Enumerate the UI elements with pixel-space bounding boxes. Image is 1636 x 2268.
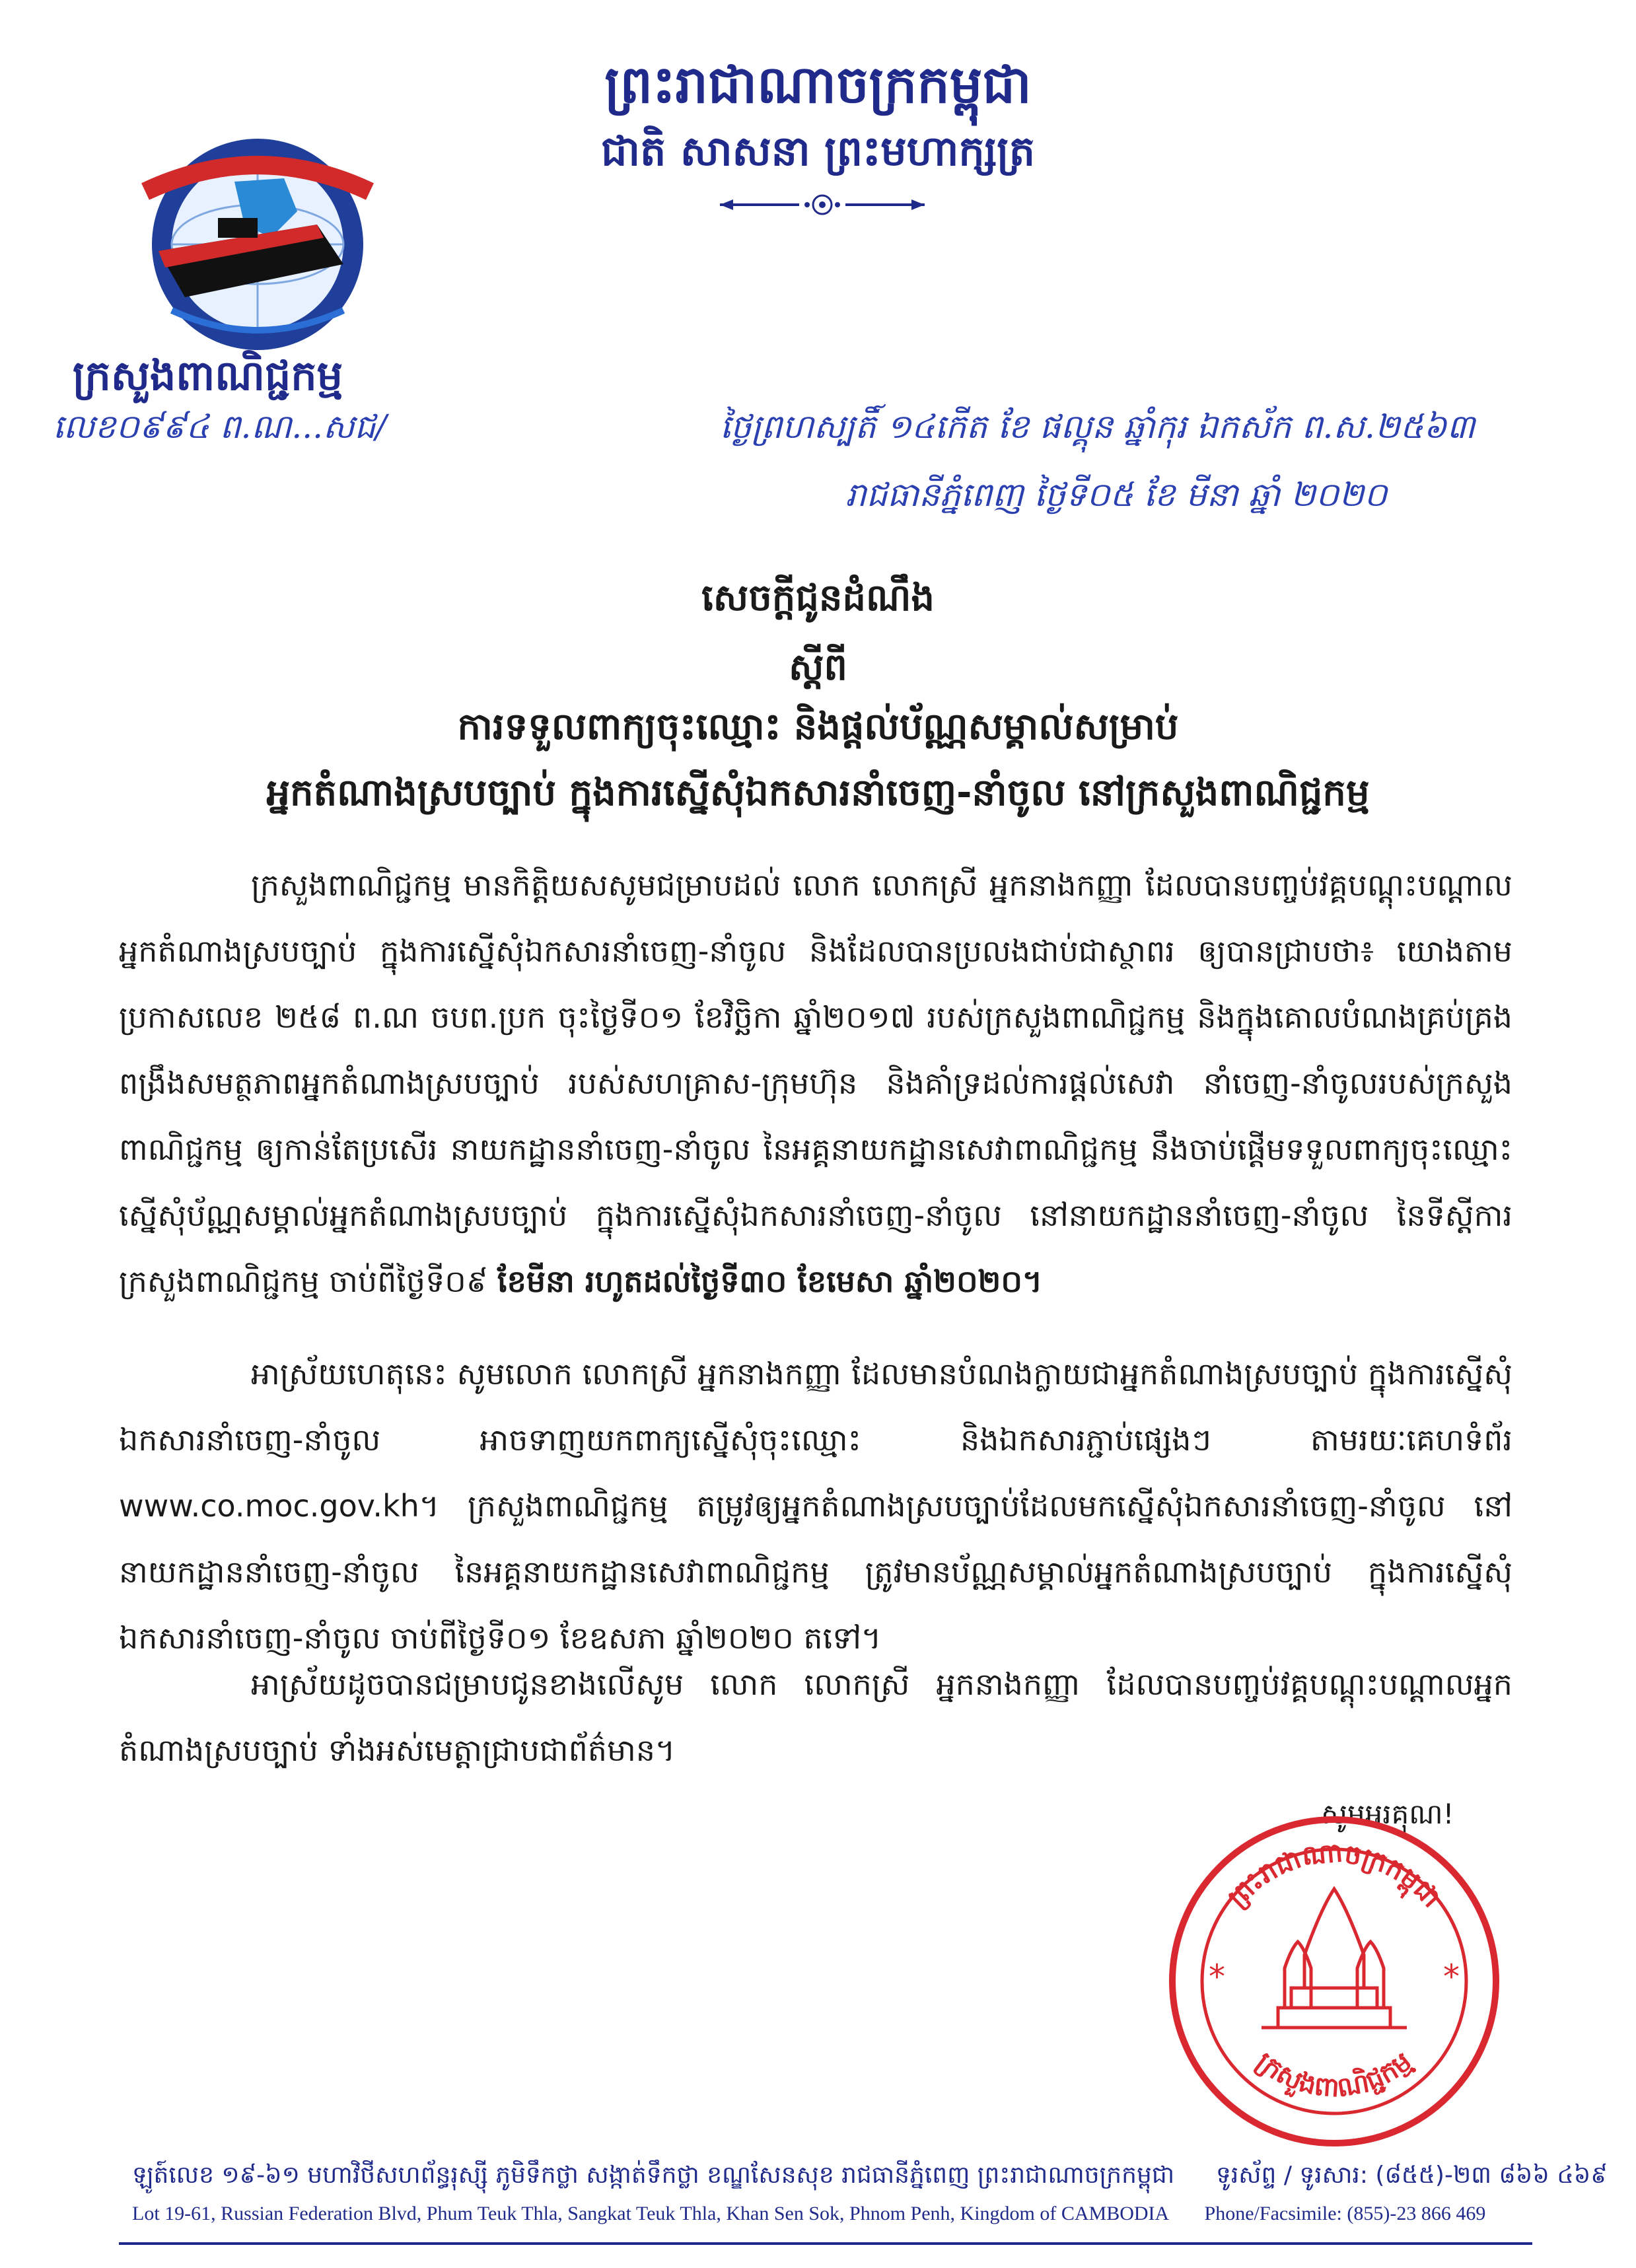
footer-phone-km: ទូរស័ព្ទ / ទូរសារ: (៨៥៥)-២៣ ៨៦៦ ៤៦៩ <box>1216 2162 1608 2189</box>
notice-title: សេចក្តីជូនដំណឹង <box>701 577 935 620</box>
notice-heading-line1: ការទទួលពាក្យចុះឈ្មោះ និងផ្តល់ប័ណ្ណសម្គាល់សម្រាប់ <box>457 705 1179 748</box>
footer-phone-en: Phone/Facsimile: (855)-23 866 469 <box>1204 2203 1486 2224</box>
ministry-logo <box>119 132 396 357</box>
notice-heading-line2: អ្នកតំណាងស្របច្បាប់ ក្នុងការស្នើសុំឯកសារនាំចេញ-នាំចូល នៅក្រសួងពាណិជ្ជកម្ម <box>266 771 1370 814</box>
official-seal <box>1162 1810 1506 2153</box>
body-paragraph-3 <box>119 1651 1512 1783</box>
footer-rule <box>119 2242 1532 2245</box>
kingdom-title: ព្រះរាជាណាចក្រកម្ពុជា <box>604 55 1032 115</box>
ornament-divider <box>713 192 931 218</box>
paragraph-3-text: អាស្រ័យដូចបានជម្រាបជូនខាងលើសូម លោក លោកស្រី អ្នកនាងកញ្ញា ដែលបានបញ្ចប់វគ្គបណ្តុះបណ្តាលអ្នកតំណាងស្របច្បាប់ ទាំងអស់មេត្តាជ្រាបជាព័ត៌មាន។ <box>119 1666 1512 1768</box>
paragraph-2-text: អាស្រ័យហេតុនេះ សូមលោក លោកស្រី អ្នកនាងកញ្ញា ដែលមានបំណងក្លាយជាអ្នកតំណាងស្របច្បាប់ ក្នុងការស្នើសុំឯកសារនាំចេញ-នាំចូល អាចទាញយកពាក្យស្នើសុំចុះឈ្មោះ និងឯកសារភ្ជាប់ផ្សេងៗ តាមរយៈគេហទំព័រ www.co.moc.gov.kh។ ក្រសួងពាណិជ្ជកម្ម តម្រូវឲ្យអ្នកតំណាងស្របច្បាប់ដែលមកស្នើសុំឯកសារនាំចេញ-នាំចូល នៅនាយកដ្ឋាននាំចេញ-នាំចូល នៃអគ្គនាយកដ្ឋានសេវាពាណិជ្ជកម្ម ត្រូវមានប័ណ្ណសម្គាល់អ្នកតំណាងស្របច្បាប់ ក្នុងការស្នើសុំឯកសារនាំចេញ-នាំចូល ចាប់ពីថ្ងៃទី០១ ខែឧសភា ឆ្នាំ២០២០ តទៅ។ <box>119 1356 1512 1656</box>
svg-text:ក្រសួងពាណិជ្ជកម្ម <box>1250 2046 1418 2104</box>
closing-thanks: សូមអរគុណ! <box>1321 1798 1454 1830</box>
lunar-date: ថ្ងៃព្រហស្បតិ៍ ១៤កើត ខែ ផល្គុន ឆ្នាំកុរ ឯកស័ក ព.ស.២៥៦៣ <box>720 408 1476 446</box>
footer-address-en <box>132 2203 1485 2225</box>
footer-address-km <box>132 2160 1608 2195</box>
svg-text:ព្រះរាជាណាចក្រកម្ពុជា <box>1222 1837 1446 1914</box>
body-paragraph-1 <box>119 852 1512 1314</box>
footer-address-km-text: ឡូត៍លេខ ១៩-៦១ មហាវិថីសហព័ន្ធរុស្ស៊ី ភូមិទឹកថ្លា សង្កាត់ទឹកថ្លា ខណ្ឌសែនសុខ រាជធានីភ្នំពេញ ព្រះរាជាណាចក្រកម្ពុជា <box>132 2162 1175 2189</box>
footer-address-en-text: Lot 19-61, Russian Federation Blvd, Phum Teuk Thla, Sangkat Teuk Thla, Khan Sen Sok, Phnom Penh, Kingdom of CAMBODIA <box>132 2203 1168 2224</box>
seal-top-text: ព្រះរាជាណាចក្រកម្ពុជា <box>1222 1837 1447 1914</box>
svg-text:*: * <box>1443 1958 1460 1996</box>
paragraph-1-text: ក្រសួងពាណិជ្ជកម្ម មានកិត្តិយសសូមជម្រាបដល់ លោក លោកស្រី អ្នកនាងកញ្ញា ដែលបានបញ្ចប់វគ្គបណ្តុះបណ្តាលអ្នកតំណាងស្របច្បាប់ ក្នុងការស្នើសុំឯកសារនាំចេញ-នាំចូល និងដែលបានប្រលងជាប់ជាស្ថាពរ ឲ្យបានជ្រាបថា៖ យោងតាមប្រកាសលេខ ២៥៨ ព.ណ ចបព.ប្រក ចុះថ្ងៃទី០១ ខែវិច្ឆិកា ឆ្នាំ២០១៧ របស់ក្រសួងពាណិជ្ជកម្ម និងក្នុងគោលបំណងគ្រប់គ្រង ពង្រឹងសមត្ថភាពអ្នកតំណាងស្របច្បាប់ របស់សហគ្រាស-ក្រុមហ៊ុន និងគាំទ្រដល់ការផ្តល់សេវា នាំចេញ-នាំចូលរបស់ក្រសួងពាណិជ្ជកម្ម ឲ្យកាន់តែប្រសើរ នាយកដ្ឋាននាំចេញ-នាំចូល នៃអគ្គនាយកដ្ឋានសេវាពាណិជ្ជកម្ម នឹងចាប់ផ្តើមទទួលពាក្យចុះឈ្មោះស្នើសុំប័ណ្ណសម្គាល់អ្នកតំណាងស្របច្បាប់ ក្នុងការស្នើសុំឯកសារនាំចេញ-នាំចូល នៅនាយកដ្ឋាននាំចេញ-នាំចូល នៃទីស្តីការក្រសួងពាណិជ្ជកម្ម ចាប់ពីថ្ងៃទី០៩ <box>119 867 1512 1299</box>
body-paragraph-2 <box>119 1341 1512 1671</box>
solar-date: រាជធានីភ្នំពេញ ថ្ងៃទី០៥ ខែ មីនា ឆ្នាំ ២០២០ <box>845 476 1388 514</box>
reference-number: លេខ០៩៩៤ ព.ណ...សជ/ <box>53 408 387 446</box>
svg-text:*: * <box>1209 1958 1225 1996</box>
ministry-name: ក្រសួងពាណិជ្ជកម្ម <box>73 351 343 400</box>
paragraph-1-deadline: ខែមីនា រហូតដល់ថ្ងៃទី៣០ ខែមេសា ឆ្នាំ២០២០។ <box>497 1263 1043 1299</box>
seal-bottom-text: ក្រសួងពាណិជ្ជកម្ម <box>1250 2046 1418 2104</box>
notice-subject: ស្តីពី <box>789 646 847 689</box>
national-motto: ជាតិ សាសនា ព្រះមហាក្សត្រ <box>600 127 1036 175</box>
